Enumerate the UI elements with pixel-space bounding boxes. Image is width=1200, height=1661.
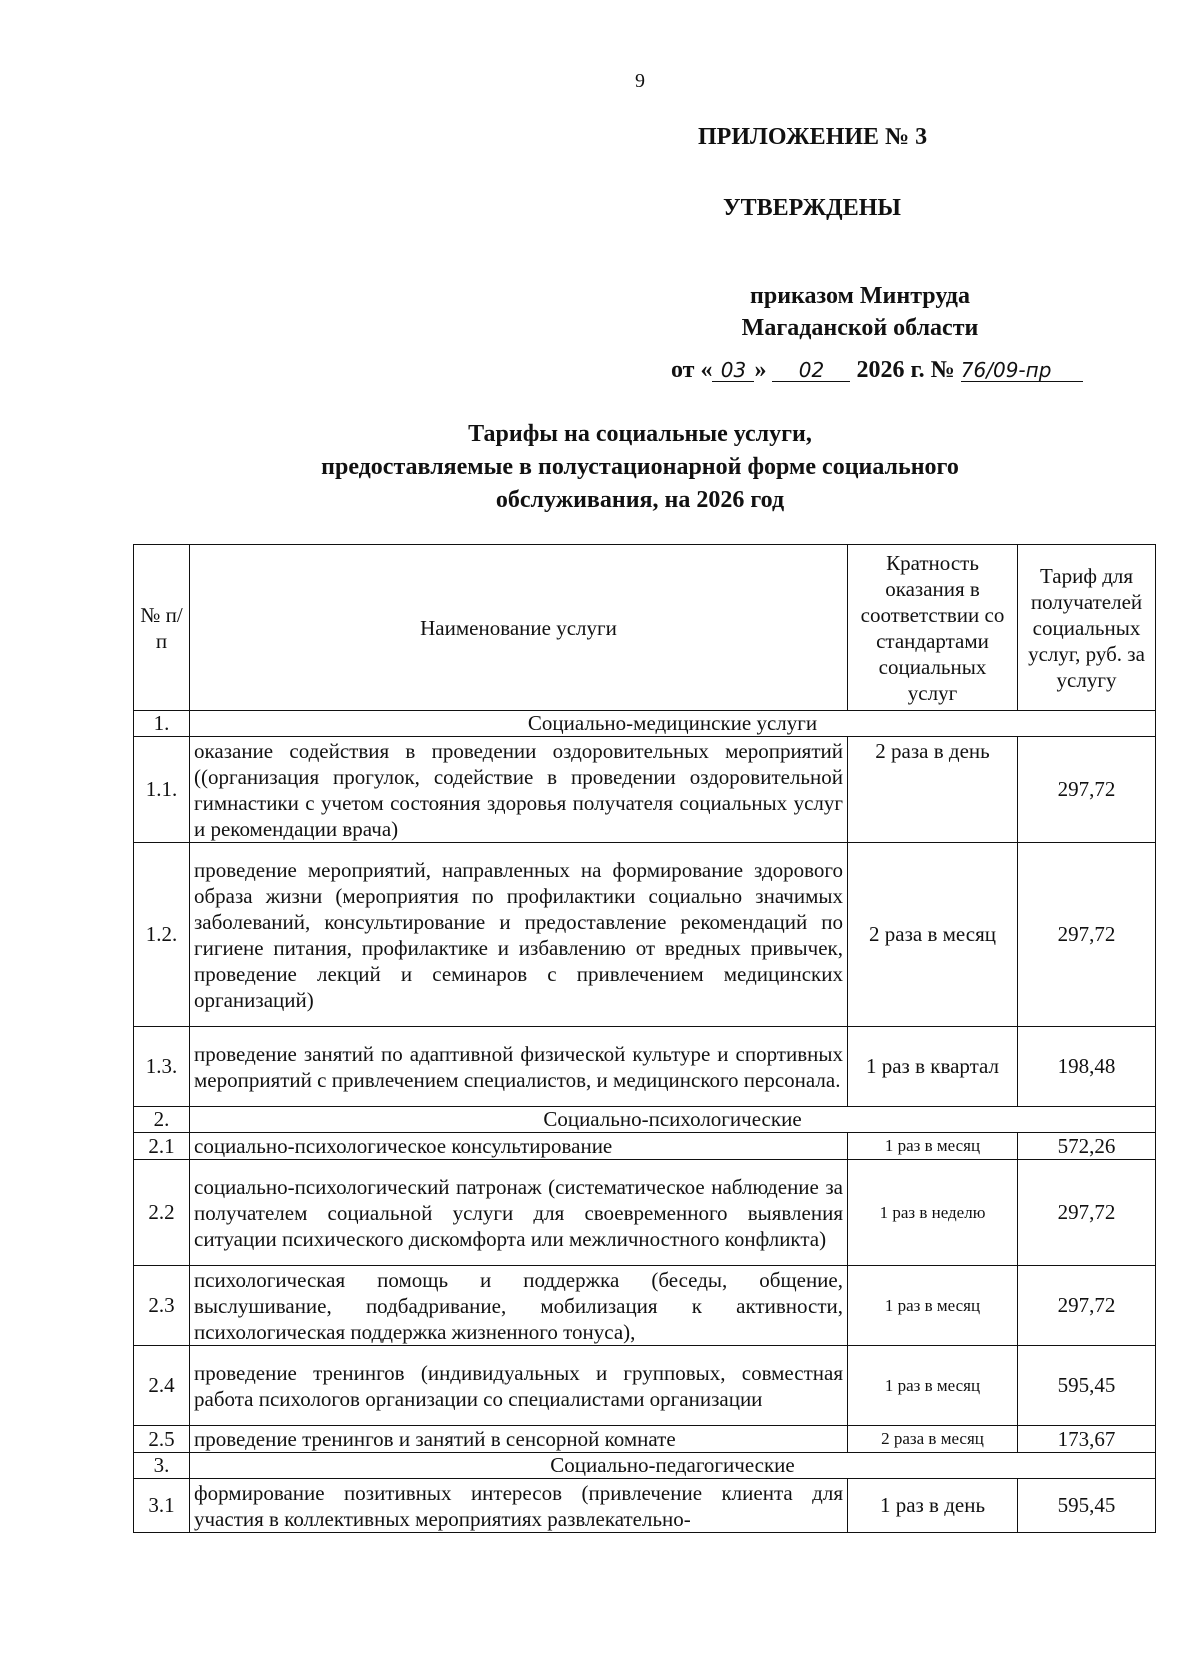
section-row [134, 711, 1156, 737]
row-num: 1.2. [134, 843, 190, 1027]
row-frequency: 1 раз в месяц [848, 1346, 1018, 1426]
order-number-handwritten: 76/09-пр [961, 359, 1083, 382]
section-title: Социально-психологические [190, 1107, 1156, 1133]
section-num: 3. [134, 1453, 190, 1479]
row-service-name: проведение тренингов (индивидуальных и групповых, совместная работа психологов организации со специалистами организации [190, 1346, 848, 1426]
approved-by-block [690, 280, 1030, 344]
table-row [134, 1266, 1156, 1346]
row-frequency: 2 раза в день [848, 737, 1018, 843]
row-tariff: 595,45 [1018, 1479, 1156, 1533]
tariffs-table [133, 544, 1156, 1533]
row-frequency: 1 раз в неделю [848, 1160, 1018, 1266]
row-num: 2.2 [134, 1160, 190, 1266]
section-num: 1. [134, 711, 190, 737]
row-tariff: 595,45 [1018, 1346, 1156, 1426]
date-month-handwritten: 02 [772, 359, 850, 382]
table-row [134, 1479, 1156, 1533]
row-tariff: 297,72 [1018, 1266, 1156, 1346]
date-year-label: 2026 г. № [856, 357, 955, 383]
row-tariff: 173,67 [1018, 1426, 1156, 1453]
order-date-line [671, 357, 1083, 384]
header-frequency: Кратность оказания в соответствии со стандартами социальных услуг [848, 545, 1018, 711]
row-num: 2.4 [134, 1346, 190, 1426]
row-frequency: 2 раза в месяц [848, 843, 1018, 1027]
row-service-name: проведение занятий по адаптивной физической культуре и спортивных мероприятий с привлечением специалистов, и медицинского персонала. [190, 1027, 848, 1107]
table-header-row [134, 545, 1156, 711]
row-tariff: 297,72 [1018, 843, 1156, 1027]
row-frequency: 1 раз в месяц [848, 1266, 1018, 1346]
row-num: 2.5 [134, 1426, 190, 1453]
row-tariff: 572,26 [1018, 1133, 1156, 1160]
row-num: 3.1 [134, 1479, 190, 1533]
table-row [134, 1160, 1156, 1266]
row-service-name: оказание содействия в проведении оздоровительных мероприятий ((организация прогулок, содействие в проведении оздоровительной гимнастики с учетом состояния здоровья получателя социальных услуг и рекомендации врача) [190, 737, 848, 843]
header-name: Наименование услуги [190, 545, 848, 711]
row-frequency: 2 раза в месяц [848, 1426, 1018, 1453]
row-tariff: 297,72 [1018, 737, 1156, 843]
section-row [134, 1453, 1156, 1479]
section-title: Социально-медицинские услуги [190, 711, 1156, 737]
table-row [134, 1346, 1156, 1426]
row-frequency: 1 раз в квартал [848, 1027, 1018, 1107]
table-row [134, 1027, 1156, 1107]
header-num: № п/п [134, 545, 190, 711]
approved-by-line-1: приказом Минтруда [750, 283, 970, 309]
section-num: 2. [134, 1107, 190, 1133]
row-service-name: психологическая помощь и поддержка (беседы, общение, выслушивание, подбадривание, мобилизация к активности, психологическая поддержка жизненного тонуса), [190, 1266, 848, 1346]
row-service-name: проведение мероприятий, направленных на формирование здорового образа жизни (мероприятия по профилактики социально значимых заболеваний, консультирование и предоставление рекомендаций по гигиене питания, профилактике и избавлению от вредных привычек, проведение лекций и семинаров с привлечением медицинских организаций) [190, 843, 848, 1027]
approved-by-line-2: Магаданской области [741, 315, 979, 341]
page-number: 9 [635, 70, 645, 92]
date-day-handwritten: 03 [712, 359, 754, 382]
row-service-name: проведение тренингов и занятий в сенсорной комнате [190, 1426, 848, 1453]
section-row [134, 1107, 1156, 1133]
row-frequency: 1 раз в месяц [848, 1133, 1018, 1160]
row-num: 2.1 [134, 1133, 190, 1160]
title-line-2: предоставляемые в полустационарной форме социального [321, 454, 959, 480]
document-title [170, 418, 1110, 517]
row-tariff: 297,72 [1018, 1160, 1156, 1266]
row-num: 1.3. [134, 1027, 190, 1107]
row-frequency: 1 раз в день [848, 1479, 1018, 1533]
approved-label: УТВЕРЖДЕНЫ [723, 195, 901, 221]
row-service-name: социально-психологический патронаж (систематическое наблюдение за получателем социальной услуги для своевременного выявления ситуации психического дискомфорта или межличностного конфликта) [190, 1160, 848, 1266]
date-prefix: от « [671, 357, 713, 383]
row-service-name: формирование позитивных интересов (привлечение клиента для участия в коллективных мероприятиях развлекательно- [190, 1479, 848, 1533]
row-num: 1.1. [134, 737, 190, 843]
table-row [134, 737, 1156, 843]
date-mid: » [754, 357, 767, 383]
table-row [134, 843, 1156, 1027]
title-line-3: обслуживания, на 2026 год [495, 487, 785, 513]
section-title: Социально-педагогические [190, 1453, 1156, 1479]
row-num: 2.3 [134, 1266, 190, 1346]
table-row [134, 1426, 1156, 1453]
header-tariff: Тариф для получателей социальных услуг, руб. за услугу [1018, 545, 1156, 711]
row-service-name: социально-психологическое консультирование [190, 1133, 848, 1160]
title-line-1: Тарифы на социальные услуги, [468, 421, 812, 447]
row-tariff: 198,48 [1018, 1027, 1156, 1107]
appendix-title: ПРИЛОЖЕНИЕ № 3 [698, 124, 928, 150]
table-row [134, 1133, 1156, 1160]
